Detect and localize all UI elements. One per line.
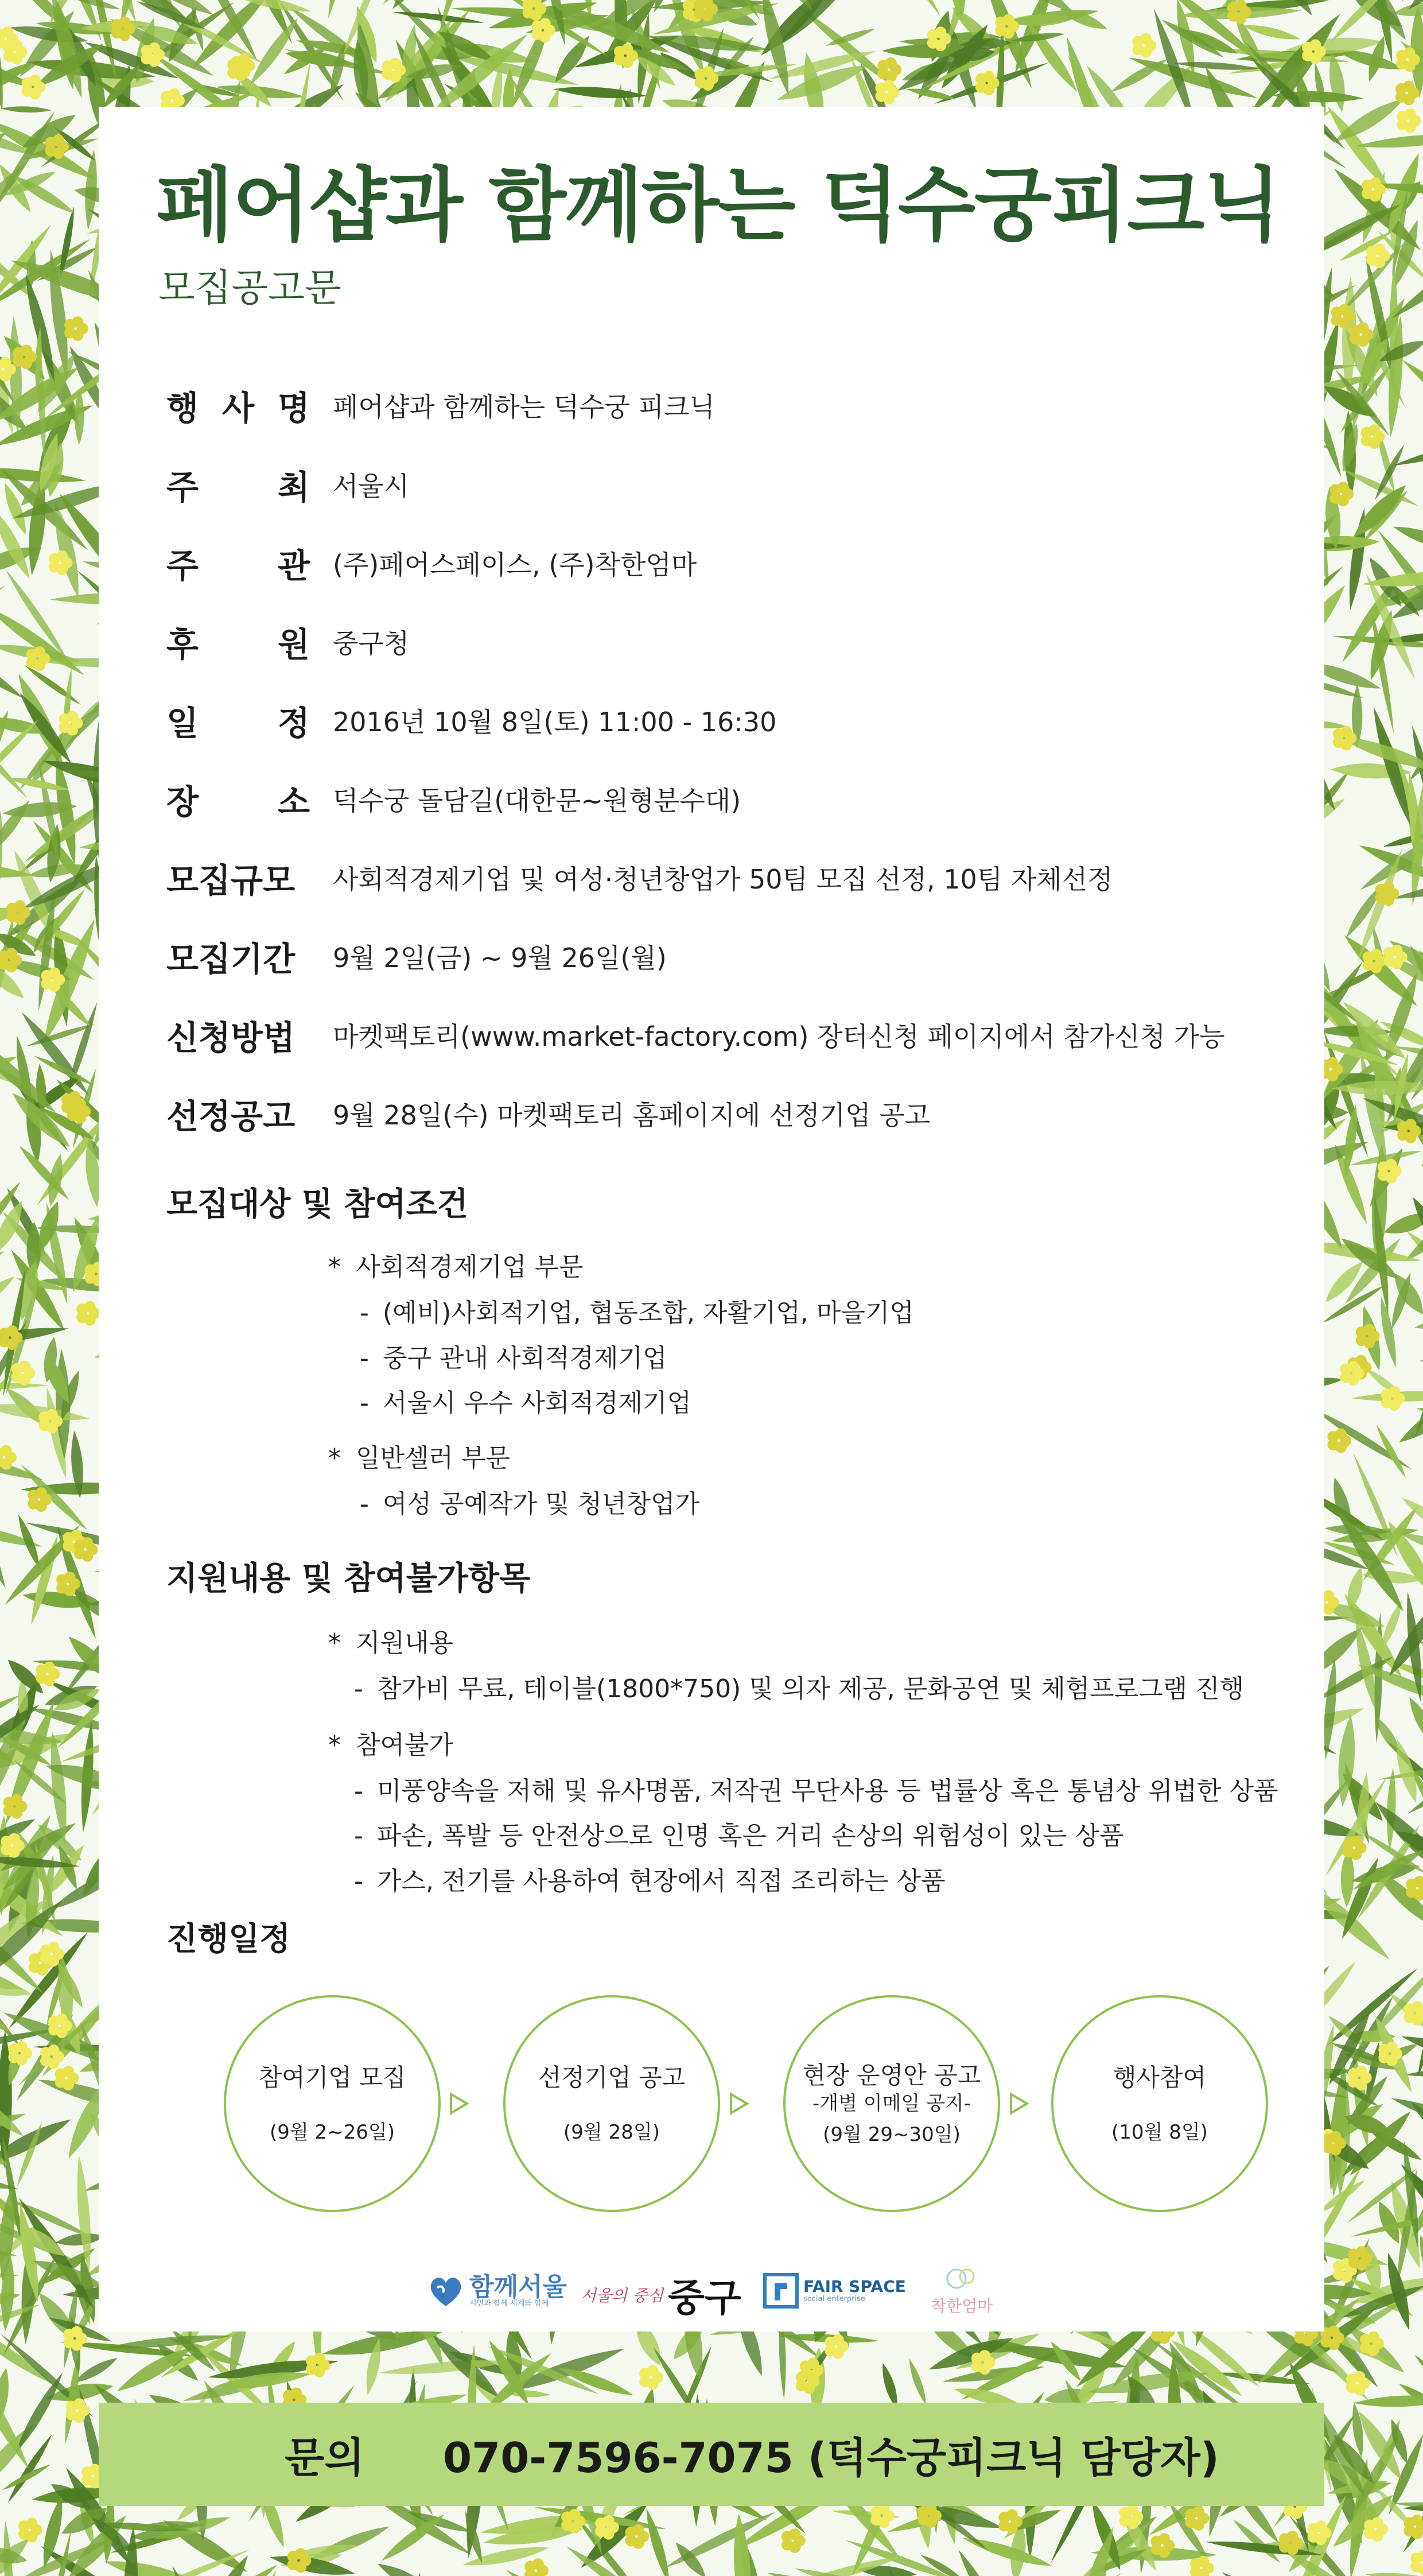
section-heading-recruit: 모집대상 및 참여조건: [166, 1186, 468, 1223]
fairspace-mark-icon: [763, 2273, 799, 2309]
flower-petal: [935, 26, 946, 38]
info-value: 덕수궁 돌담길(대한문~원형분수대): [333, 785, 741, 816]
flower-petal: [11, 1794, 22, 1806]
flower-petal: [81, 1537, 93, 1549]
fairspace-logo-text: FAIR SPACE: [803, 2277, 906, 2296]
schedule-step-recruit: [224, 1995, 441, 2212]
flower-petal: [19, 1361, 30, 1372]
flower-petal: [1403, 80, 1414, 92]
flower-petal: [1198, 2556, 1209, 2567]
info-label: 일 정: [166, 704, 310, 743]
info-label: 주 최: [166, 468, 310, 507]
leaf-shape: [1382, 1207, 1423, 1239]
info-value: 마켓팩토리(www.market-factory.com) 장터신청 페이지에서 참가신청 가능: [333, 1021, 1225, 1052]
flower-petal: [1405, 1119, 1416, 1130]
sub-item: - 가스, 전기를 사용하여 현장에서 직접 조리하는 상품: [354, 1867, 946, 1896]
info-label: 선정공고: [166, 1097, 296, 1136]
flower-petal: [1370, 949, 1382, 960]
flower-petal: [1323, 1590, 1334, 1601]
flower-petal: [290, 2387, 302, 2399]
info-label: 신청방법: [166, 1018, 296, 1057]
flower-petal: [1193, 2506, 1204, 2517]
leaf-shape: [0, 1970, 33, 2001]
flower-petal: [11, 40, 22, 51]
schedule-step-announce: [503, 1995, 720, 2212]
flower-petal: [1383, 881, 1394, 893]
page-title: 페어샵과 함께하는 덕수궁피크닉: [156, 159, 1280, 253]
info-label: 모집기간: [166, 940, 296, 979]
flower-petal: [569, 2509, 581, 2520]
info-row-announce: [166, 1085, 930, 1142]
bullet-item: * 사회적경제기업 부문: [328, 1252, 584, 1282]
sub-item: - 여성 공예작가 및 청년창업가: [360, 1489, 700, 1519]
arrow-icon: [450, 2092, 469, 2115]
flower-petal: [119, 17, 130, 28]
leaf-shape: [1230, 2516, 1283, 2566]
flower-petal: [235, 56, 247, 68]
flower-petal: [883, 80, 895, 91]
leaf-shape: [389, 0, 431, 12]
flower-petal: [647, 2365, 659, 2377]
flower-petal: [56, 550, 68, 562]
arrow-icon: [1010, 2092, 1029, 2115]
info-value: 중구청: [333, 628, 410, 659]
flower-petal: [833, 2334, 844, 2346]
leaf-shape: [553, 84, 647, 101]
info-label: 행 사 명: [166, 389, 310, 428]
step-title: 참여기업 모집: [258, 2063, 406, 2092]
flower-petal: [1386, 2042, 1398, 2053]
flower-petal: [63, 2066, 74, 2077]
step-date: (10월 8일): [1111, 2120, 1208, 2144]
info-row-period: [166, 928, 667, 985]
flower-petal: [1385, 1159, 1397, 1170]
goodmom-logo: [931, 2265, 993, 2317]
flower-petal: [1354, 2371, 1365, 2383]
info-row-sponsor: [166, 613, 409, 670]
schedule-step-event: [1051, 1995, 1268, 2212]
sponsor-logos: [99, 2265, 1324, 2334]
leaf-shape: [1, 106, 52, 114]
flower-petal: [1127, 2504, 1138, 2516]
seoul-logo: [426, 2271, 567, 2311]
flower-petal: [49, 967, 60, 979]
flower-petal: [72, 316, 83, 328]
flower-petal: [1356, 2246, 1367, 2257]
flower-petal: [532, 2558, 544, 2570]
flower-petal: [885, 57, 897, 69]
flower-petal: [14, 900, 26, 911]
step-title: 행사참여: [1113, 2063, 1207, 2092]
flower-petal: [603, 2515, 615, 2527]
flower-petal: [1315, 2520, 1327, 2532]
flower-petal: [621, 44, 633, 55]
section-heading-support: 지원내용 및 참여불가항목: [166, 1560, 531, 1597]
info-row-event-name: [166, 377, 715, 434]
flower-petal: [1403, 47, 1415, 59]
flower-petal: [84, 1301, 96, 1313]
flower-petal: [53, 134, 64, 146]
section-heading-schedule: 진행일정: [166, 1921, 291, 1958]
step-note: -개별 이메일 공지-: [812, 2092, 971, 2115]
flower-petal: [1372, 2517, 1383, 2528]
flower-petal: [26, 2517, 37, 2529]
flower-petal: [1389, 1386, 1400, 1398]
leaf-shape: [1412, 2352, 1423, 2416]
flower-petal: [1391, 945, 1402, 956]
flower-petal: [1339, 304, 1350, 316]
step-title: 선정기업 공고: [538, 2063, 686, 2092]
flower-petal: [1357, 322, 1368, 333]
flower-petal: [1369, 177, 1381, 189]
leaf-shape: [906, 2357, 930, 2407]
flower-petal: [1158, 2533, 1170, 2544]
arrow-icon: [730, 2092, 749, 2115]
flower-petal: [0, 357, 11, 368]
info-value: 9월 28일(수) 마켓팩토리 홈페이지에 선정기업 공고: [333, 1100, 931, 1131]
info-row-apply: [166, 1006, 1225, 1064]
flower-petal: [67, 711, 78, 723]
flower-petal: [34, 646, 45, 658]
flower-petal: [9, 1833, 20, 1845]
info-value: 페어샵과 함께하는 덕수궁 피크닉: [333, 391, 715, 422]
junggu-logo-big: 중구: [668, 2275, 741, 2320]
flower-petal: [48, 2044, 59, 2056]
flower-petal: [1368, 424, 1380, 436]
flower-petal: [1355, 2066, 1367, 2077]
fairspace-logo-sub: social enterprise: [803, 2294, 865, 2303]
heart-hand-icon: [426, 2271, 466, 2311]
leaf-shape: [1219, 2569, 1298, 2576]
bullet-item: * 지원내용: [328, 1628, 454, 1658]
flower-petal: [1363, 1324, 1375, 1336]
info-label: 모집규모: [166, 861, 296, 900]
leaf-shape: [375, 2558, 440, 2576]
leaf-shape: [1419, 1358, 1423, 1370]
notice-panel: [99, 107, 1324, 2331]
flower-petal: [169, 88, 180, 100]
schedule-step-guide: [783, 1995, 1000, 2212]
info-row-date: [166, 692, 776, 749]
flower-petal: [64, 1572, 76, 1583]
info-row-host: [166, 456, 409, 513]
flower-petal: [44, 1662, 55, 1673]
flower-petal: [539, 18, 551, 29]
flower-petal: [1374, 243, 1385, 255]
flower-petal: [979, 2350, 990, 2361]
flower-petal: [702, 66, 714, 77]
goodmom-logo-text: 착한엄마: [931, 2296, 993, 2315]
info-value: 서울시: [333, 471, 410, 502]
flower-petal: [1286, 2531, 1298, 2542]
info-row-scale: [166, 849, 1113, 906]
flower-petal: [295, 2548, 306, 2559]
flower-petal: [1335, 1429, 1347, 1440]
flower-petal: [1405, 108, 1416, 120]
contact-label: 문의: [285, 2434, 365, 2482]
flower-petal: [6, 948, 17, 959]
step-date: (9월 29~30일): [823, 2123, 961, 2146]
flower-petal: [633, 2524, 644, 2536]
info-value: (주)페어스페이스, (주)착한엄마: [333, 549, 697, 580]
contact-phone: 070-7596-7075 (덕수궁피크닉 담당자): [443, 2434, 1219, 2482]
leaf-shape: [0, 1460, 13, 1591]
goodmom-mark-icon: [942, 2265, 982, 2294]
contact-bar: [99, 2403, 1324, 2506]
sub-item: - 미풍양속을 저해 및 유사명품, 저작권 무단사용 등 법률상 혹은 통념상 위법한 상품: [354, 1776, 1278, 1806]
fairspace-logo: [763, 2273, 906, 2309]
flower-petal: [983, 71, 994, 82]
sub-item: - 파손, 폭발 등 안전상으로 인명 혹은 거리 손상의 위험성이 있는 상품: [354, 1821, 1124, 1850]
flower-petal: [48, 1942, 59, 1953]
flower-petal: [29, 75, 41, 86]
seoul-logo-tagline: 시민과 함께 세계와 함께: [469, 2299, 549, 2308]
flower-petal: [807, 2358, 819, 2369]
page-subtitle: 모집공고문: [158, 266, 341, 310]
flower-petal: [21, 344, 32, 356]
leaf-shape: [416, 2572, 429, 2576]
flower-petal: [1340, 726, 1352, 737]
flower-petal: [1003, 14, 1014, 25]
flower-petal: [1338, 482, 1349, 493]
info-label: 주 관: [166, 546, 310, 585]
bullet-item: * 일반셀러 부문: [328, 1444, 511, 1473]
leaf-shape: [11, 2370, 67, 2455]
leaf-shape: [550, 32, 594, 87]
info-value: 사회적경제기업 및 여성·청년창업가 50팀 모집 선정, 10팀 자체선정: [333, 864, 1113, 895]
flower-petal: [1309, 39, 1321, 51]
step-date: (9월 28일): [563, 2120, 660, 2144]
leaf-shape: [1, 2462, 52, 2493]
flower-petal: [1412, 2001, 1423, 2012]
flower-petal: [46, 1409, 58, 1421]
leaf-shape: [869, 0, 944, 19]
sub-item: - 참가비 무료, 테이블(1800*750) 및 의자 제공, 문화공연 및 체험프로그램 진행: [354, 1674, 1245, 1704]
bullet-item: * 참여불가: [328, 1731, 454, 1760]
flower-petal: [6, 1325, 18, 1337]
flower-petal: [789, 2528, 800, 2540]
flower-petal: [16, 2041, 28, 2053]
step-date: (9월 2~26일): [269, 2120, 395, 2144]
flower-petal: [1348, 1361, 1359, 1372]
sub-item: - 서울시 우수 사회적경제기업: [360, 1388, 692, 1418]
flower-petal: [1328, 2325, 1340, 2337]
flower-petal: [1140, 33, 1152, 45]
flower-petal: [71, 1530, 82, 1541]
info-label: 후 원: [166, 625, 310, 664]
junggu-logo-small: 서울의 중심: [581, 2286, 664, 2305]
flower-petal: [1350, 1836, 1362, 1847]
seoul-logo-text: 함께서울: [469, 2272, 567, 2302]
flower-petal: [314, 2353, 325, 2364]
flower-petal: [1412, 2515, 1423, 2526]
info-row-venue: [166, 770, 741, 828]
leaf-shape: [1414, 1315, 1423, 1332]
flower-petal: [36, 1487, 47, 1499]
info-label: 장 소: [166, 782, 310, 821]
flower-petal: [71, 2326, 83, 2338]
info-value: 2016년 10월 8일(토) 11:00 - 16:30: [333, 707, 777, 738]
flower-petal: [2, 26, 13, 38]
flower-petal: [1, 1445, 12, 1457]
leaf-shape: [1404, 1694, 1423, 1752]
flower-petal: [69, 1091, 80, 1103]
flower-petal: [149, 42, 160, 54]
flower-petal: [1235, 0, 1246, 11]
sub-item: - (예비)사회적기업, 협동조합, 자활기업, 마을기업: [360, 1298, 914, 1328]
flower-petal: [1327, 1057, 1338, 1068]
info-row-organizer: [166, 534, 697, 592]
sub-item: - 중구 관내 사회적경제기업: [360, 1344, 667, 1373]
flower-petal: [56, 2014, 68, 2025]
flower-petal: [1330, 2131, 1342, 2143]
leaf-shape: [324, 0, 356, 20]
flower-petal: [73, 2398, 85, 2410]
step-title: 현장 운영안 공고: [802, 2061, 981, 2090]
info-value: 9월 2일(금) ~ 9월 26일(월): [333, 942, 667, 973]
flower-petal: [1006, 2509, 1018, 2521]
flower-petal: [1368, 2331, 1379, 2343]
flower-petal: [390, 58, 401, 69]
junggu-logo: [581, 2267, 741, 2322]
